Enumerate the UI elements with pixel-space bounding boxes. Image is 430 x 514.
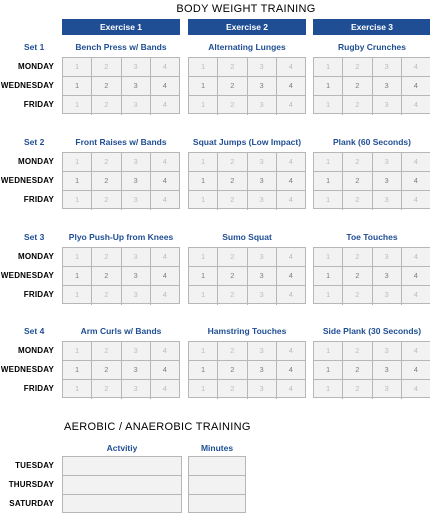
rep-cell[interactable]: 4 <box>413 252 418 261</box>
rep-cell[interactable]: 4 <box>413 365 418 374</box>
rep-cell[interactable]: 1 <box>314 267 343 285</box>
rep-row-friday <box>63 380 179 399</box>
rep-cell[interactable]: 2 <box>218 172 247 190</box>
rep-row-monday <box>189 153 305 172</box>
rep-row-friday <box>63 286 179 305</box>
rep-cell[interactable]: 4 <box>162 290 167 299</box>
rep-cell[interactable]: 3 <box>248 96 277 115</box>
rep-cell[interactable]: 4 <box>288 290 293 299</box>
exercise-name: Sumo Squat <box>222 232 272 242</box>
rep-cell[interactable]: 2 <box>343 248 372 266</box>
aerobic-day-saturday: SATURDAY <box>9 499 54 508</box>
rep-cell[interactable]: 4 <box>413 271 418 280</box>
rep-cell[interactable]: 2 <box>343 153 372 171</box>
rep-cell[interactable]: 4 <box>413 62 418 71</box>
rep-cell[interactable]: 2 <box>218 96 247 115</box>
rep-row-wednesday <box>63 361 179 380</box>
set-label: Set 2 <box>24 137 45 147</box>
rep-row-friday <box>189 191 305 210</box>
rep-cell[interactable]: 2 <box>343 361 372 379</box>
rep-cell[interactable]: 1 <box>189 248 218 266</box>
rep-cell[interactable]: 3 <box>248 361 277 379</box>
rep-cell[interactable]: 3 <box>122 153 151 171</box>
rep-cell[interactable]: 3 <box>373 267 402 285</box>
rep-cell[interactable]: 2 <box>92 77 121 95</box>
rep-cell[interactable]: 1 <box>63 361 92 379</box>
rep-cell[interactable]: 1 <box>189 380 218 399</box>
rep-cell[interactable]: 2 <box>92 96 121 115</box>
rep-cell[interactable]: 2 <box>218 153 247 171</box>
rep-grid <box>313 57 430 114</box>
rep-cell[interactable]: 3 <box>373 286 402 305</box>
rep-cell[interactable]: 3 <box>373 96 402 115</box>
rep-cell[interactable]: 2 <box>92 361 121 379</box>
exercise-header-3: Exercise 3 <box>313 19 430 35</box>
page-title: BODY WEIGHT TRAINING <box>176 3 316 15</box>
rep-cell[interactable]: 1 <box>63 191 92 210</box>
rep-cell[interactable]: 1 <box>63 342 92 360</box>
minutes-cell[interactable] <box>189 495 245 514</box>
day-label-friday: FRIDAY <box>23 195 54 204</box>
exercise-name: Bench Press w/ Bands <box>75 42 167 52</box>
rep-cell[interactable]: 4 <box>413 346 418 355</box>
rep-cell[interactable]: 4 <box>413 81 418 90</box>
exercise-name: Toe Touches <box>346 232 398 242</box>
rep-grid <box>188 247 306 304</box>
rep-row-friday <box>189 286 305 305</box>
activity-cell[interactable] <box>63 476 181 495</box>
rep-cell[interactable]: 3 <box>248 191 277 210</box>
exercise-name: Plyo Push-Up from Knees <box>68 232 174 242</box>
rep-row-monday <box>63 153 179 172</box>
rep-cell[interactable]: 3 <box>122 286 151 305</box>
activity-cell[interactable] <box>63 457 181 476</box>
day-label-friday: FRIDAY <box>23 100 54 109</box>
exercise-name: Squat Jumps (Low Impact) <box>192 137 302 147</box>
day-label-friday: FRIDAY <box>23 290 54 299</box>
rep-cell[interactable]: 3 <box>373 58 402 76</box>
rep-cell[interactable]: 2 <box>343 286 372 305</box>
rep-cell[interactable]: 4 <box>288 384 293 393</box>
minutes-cell[interactable] <box>189 457 245 476</box>
rep-cell[interactable]: 4 <box>413 100 418 109</box>
rep-cell[interactable]: 4 <box>162 252 167 261</box>
rep-cell[interactable]: 4 <box>288 252 293 261</box>
rep-row-wednesday <box>63 172 179 191</box>
rep-grid <box>188 341 306 398</box>
rep-cell[interactable]: 2 <box>92 342 121 360</box>
rep-row-friday <box>189 380 305 399</box>
rep-cell[interactable]: 2 <box>343 172 372 190</box>
aerobic-day-tuesday: TUESDAY <box>15 461 54 470</box>
rep-cell[interactable]: 4 <box>288 346 293 355</box>
rep-cell[interactable]: 2 <box>218 267 247 285</box>
exercise-name: Side Plank (30 Seconds) <box>322 326 422 336</box>
rep-cell[interactable]: 1 <box>314 58 343 76</box>
rep-cell[interactable]: 1 <box>63 77 92 95</box>
rep-cell[interactable]: 1 <box>314 342 343 360</box>
exercise-name: Arm Curls w/ Bands <box>80 326 162 336</box>
rep-cell[interactable]: 4 <box>162 62 167 71</box>
rep-row-wednesday <box>314 172 430 191</box>
rep-cell[interactable]: 3 <box>373 380 402 399</box>
rep-cell[interactable]: 3 <box>373 191 402 210</box>
rep-row-monday <box>314 342 430 361</box>
rep-cell[interactable]: 2 <box>343 380 372 399</box>
minutes-grid <box>188 456 246 513</box>
rep-cell[interactable]: 3 <box>373 77 402 95</box>
rep-cell[interactable]: 1 <box>189 77 218 95</box>
rep-grid <box>313 152 430 209</box>
rep-cell[interactable]: 1 <box>314 191 343 210</box>
rep-cell[interactable]: 2 <box>343 96 372 115</box>
minutes-cell[interactable] <box>189 476 245 495</box>
rep-cell[interactable]: 4 <box>413 157 418 166</box>
rep-cell[interactable]: 4 <box>162 346 167 355</box>
rep-cell[interactable]: 4 <box>162 195 167 204</box>
rep-cell[interactable]: 3 <box>122 191 151 210</box>
rep-cell[interactable]: 2 <box>343 267 372 285</box>
rep-grid <box>62 341 180 398</box>
day-label-monday: MONDAY <box>17 346 54 355</box>
rep-cell[interactable]: 3 <box>122 248 151 266</box>
rep-cell[interactable]: 1 <box>314 77 343 95</box>
rep-grid <box>313 247 430 304</box>
exercise-name: Front Raises w/ Bands <box>75 137 167 147</box>
aerobic-title: AEROBIC / ANAEROBIC TRAINING <box>64 421 251 433</box>
rep-cell[interactable]: 1 <box>63 172 92 190</box>
rep-cell[interactable]: 1 <box>63 380 92 399</box>
rep-grid <box>188 152 306 209</box>
rep-cell[interactable]: 1 <box>189 361 218 379</box>
rep-cell[interactable]: 2 <box>92 172 121 190</box>
rep-cell[interactable]: 3 <box>248 267 277 285</box>
rep-cell[interactable]: 4 <box>288 62 293 71</box>
rep-cell[interactable]: 3 <box>248 380 277 399</box>
day-label-monday: MONDAY <box>17 157 54 166</box>
rep-row-monday <box>314 58 430 77</box>
rep-cell[interactable]: 4 <box>288 365 293 374</box>
rep-cell[interactable]: 3 <box>248 342 277 360</box>
rep-cell[interactable]: 1 <box>314 380 343 399</box>
rep-row-monday <box>314 248 430 267</box>
minutes-column-header: Minutes <box>200 443 234 453</box>
rep-cell[interactable]: 4 <box>288 176 293 185</box>
rep-cell[interactable]: 2 <box>92 248 121 266</box>
rep-cell[interactable]: 4 <box>162 81 167 90</box>
day-label-wednesday: WEDNESDAY <box>0 81 54 90</box>
rep-cell[interactable]: 3 <box>122 342 151 360</box>
rep-row-friday <box>189 96 305 115</box>
rep-cell[interactable]: 1 <box>189 96 218 115</box>
rep-cell[interactable]: 3 <box>373 172 402 190</box>
rep-cell[interactable]: 3 <box>373 153 402 171</box>
rep-cell[interactable]: 2 <box>92 153 121 171</box>
rep-cell[interactable]: 3 <box>122 267 151 285</box>
exercise-name: Alternating Lunges <box>208 42 286 52</box>
rep-cell[interactable]: 4 <box>162 365 167 374</box>
rep-row-friday <box>314 380 430 399</box>
set-label: Set 4 <box>24 326 45 336</box>
rep-cell[interactable]: 4 <box>288 271 293 280</box>
exercise-name: Plank (60 Seconds) <box>333 137 411 147</box>
set-label: Set 3 <box>24 232 45 242</box>
rep-row-friday <box>314 96 430 115</box>
rep-cell[interactable]: 1 <box>63 248 92 266</box>
rep-cell[interactable]: 1 <box>189 286 218 305</box>
rep-grid <box>62 152 180 209</box>
rep-cell[interactable]: 1 <box>189 267 218 285</box>
rep-row-friday <box>314 191 430 210</box>
rep-cell[interactable]: 1 <box>63 58 92 76</box>
rep-cell[interactable]: 1 <box>314 286 343 305</box>
rep-cell[interactable]: 3 <box>373 248 402 266</box>
rep-cell[interactable]: 4 <box>413 384 418 393</box>
rep-cell[interactable]: 3 <box>122 96 151 115</box>
activity-cell[interactable] <box>63 495 181 514</box>
exercise-header-1: Exercise 1 <box>62 19 180 35</box>
day-label-wednesday: WEDNESDAY <box>0 176 54 185</box>
rep-cell[interactable]: 1 <box>314 361 343 379</box>
rep-row-wednesday <box>63 267 179 286</box>
rep-cell[interactable]: 3 <box>248 58 277 76</box>
exercise-name: Hamstring Touches <box>207 326 287 336</box>
rep-cell[interactable]: 3 <box>122 361 151 379</box>
rep-cell[interactable]: 1 <box>314 96 343 115</box>
rep-cell[interactable]: 3 <box>373 342 402 360</box>
exercise-name: Rugby Crunches <box>337 42 406 52</box>
rep-cell[interactable]: 4 <box>288 81 293 90</box>
rep-cell[interactable]: 3 <box>122 58 151 76</box>
rep-row-friday <box>63 191 179 210</box>
rep-cell[interactable]: 2 <box>218 58 247 76</box>
rep-row-wednesday <box>189 172 305 191</box>
rep-cell[interactable]: 4 <box>288 157 293 166</box>
rep-cell[interactable]: 2 <box>92 58 121 76</box>
rep-row-monday <box>314 153 430 172</box>
rep-cell[interactable]: 1 <box>63 153 92 171</box>
rep-cell[interactable]: 1 <box>314 172 343 190</box>
rep-cell[interactable]: 4 <box>288 195 293 204</box>
rep-cell[interactable]: 2 <box>92 267 121 285</box>
rep-cell[interactable]: 3 <box>248 286 277 305</box>
rep-row-monday <box>189 58 305 77</box>
rep-row-monday <box>63 248 179 267</box>
rep-row-wednesday <box>63 77 179 96</box>
rep-grid <box>188 57 306 114</box>
rep-row-wednesday <box>189 361 305 380</box>
rep-grid <box>62 247 180 304</box>
rep-cell[interactable]: 1 <box>189 172 218 190</box>
rep-row-wednesday <box>189 77 305 96</box>
rep-cell[interactable]: 2 <box>218 248 247 266</box>
rep-cell[interactable]: 3 <box>248 248 277 266</box>
rep-cell[interactable]: 3 <box>248 77 277 95</box>
rep-row-wednesday <box>314 77 430 96</box>
rep-cell[interactable]: 2 <box>343 191 372 210</box>
rep-cell[interactable]: 2 <box>218 380 247 399</box>
rep-cell[interactable]: 2 <box>92 286 121 305</box>
rep-row-monday <box>63 58 179 77</box>
day-label-monday: MONDAY <box>17 62 54 71</box>
rep-cell[interactable]: 3 <box>248 153 277 171</box>
rep-row-wednesday <box>189 267 305 286</box>
rep-cell[interactable]: 2 <box>218 286 247 305</box>
rep-cell[interactable]: 1 <box>314 153 343 171</box>
rep-cell[interactable]: 4 <box>162 100 167 109</box>
rep-row-monday <box>63 342 179 361</box>
rep-row-monday <box>189 342 305 361</box>
rep-cell[interactable]: 2 <box>343 77 372 95</box>
rep-cell[interactable]: 3 <box>122 172 151 190</box>
rep-row-friday <box>314 286 430 305</box>
rep-cell[interactable]: 2 <box>343 58 372 76</box>
rep-cell[interactable]: 2 <box>218 191 247 210</box>
day-label-monday: MONDAY <box>17 252 54 261</box>
rep-row-wednesday <box>314 267 430 286</box>
activity-column-header: Actvitiy <box>106 443 138 453</box>
rep-cell[interactable]: 1 <box>189 342 218 360</box>
rep-cell[interactable]: 1 <box>314 248 343 266</box>
exercise-header-2: Exercise 2 <box>188 19 306 35</box>
rep-cell[interactable]: 4 <box>162 157 167 166</box>
rep-cell[interactable]: 4 <box>162 176 167 185</box>
rep-cell[interactable]: 2 <box>92 380 121 399</box>
aerobic-day-thursday: THURSDAY <box>8 480 54 489</box>
rep-cell[interactable]: 1 <box>63 267 92 285</box>
rep-row-friday <box>63 96 179 115</box>
rep-grid <box>313 341 430 398</box>
rep-cell[interactable]: 3 <box>373 361 402 379</box>
set-label: Set 1 <box>24 42 45 52</box>
day-label-wednesday: WEDNESDAY <box>0 365 54 374</box>
day-label-friday: FRIDAY <box>23 384 54 393</box>
rep-cell[interactable]: 2 <box>218 77 247 95</box>
rep-cell[interactable]: 3 <box>248 172 277 190</box>
rep-cell[interactable]: 4 <box>162 271 167 280</box>
rep-cell[interactable]: 1 <box>63 96 92 115</box>
activity-grid <box>62 456 182 513</box>
rep-cell[interactable]: 1 <box>189 191 218 210</box>
rep-cell[interactable]: 2 <box>218 361 247 379</box>
rep-cell[interactable]: 4 <box>288 100 293 109</box>
rep-cell[interactable]: 1 <box>189 153 218 171</box>
rep-cell[interactable]: 4 <box>162 384 167 393</box>
rep-cell[interactable]: 2 <box>343 342 372 360</box>
day-label-wednesday: WEDNESDAY <box>0 271 54 280</box>
rep-cell[interactable]: 4 <box>413 195 418 204</box>
rep-row-wednesday <box>314 361 430 380</box>
rep-cell[interactable]: 2 <box>92 191 121 210</box>
rep-cell[interactable]: 2 <box>218 342 247 360</box>
rep-cell[interactable]: 4 <box>413 290 418 299</box>
rep-grid <box>62 57 180 114</box>
rep-cell[interactable]: 1 <box>63 286 92 305</box>
rep-cell[interactable]: 4 <box>413 176 418 185</box>
rep-cell[interactable]: 3 <box>122 77 151 95</box>
rep-cell[interactable]: 3 <box>122 380 151 399</box>
rep-row-monday <box>189 248 305 267</box>
rep-cell[interactable]: 1 <box>189 58 218 76</box>
